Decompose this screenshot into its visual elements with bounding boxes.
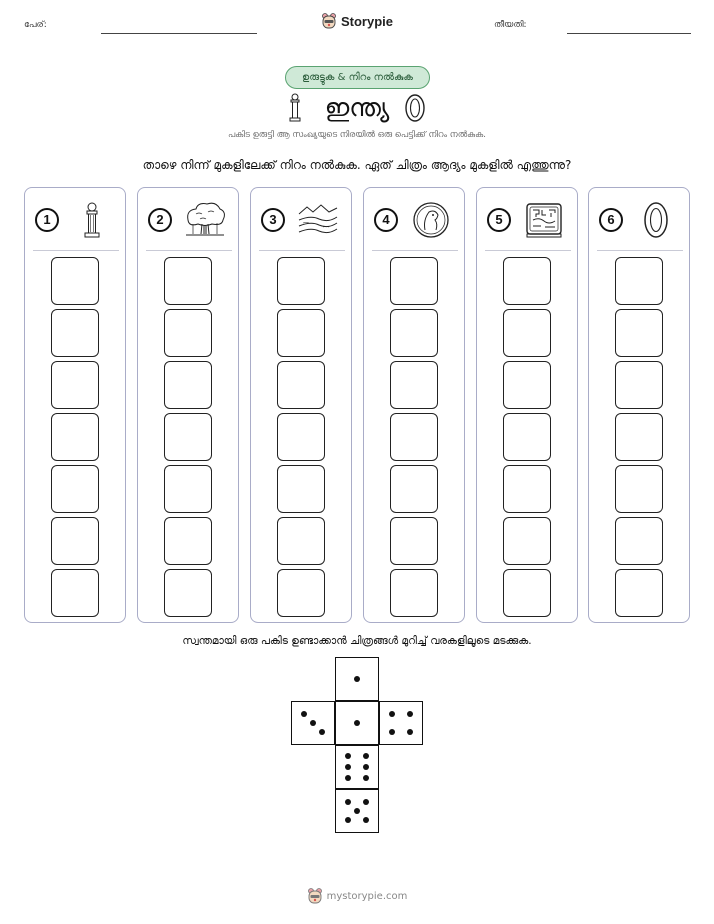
color-box[interactable] [164,465,212,513]
color-box[interactable] [503,257,551,305]
column-2 [137,187,239,623]
color-box[interactable] [164,413,212,461]
column-6 [588,187,690,623]
die-pip [363,775,369,781]
color-box[interactable] [51,309,99,357]
name-label: പേര്: [24,20,47,30]
color-box[interactable] [503,413,551,461]
die-pip [345,764,351,770]
color-box[interactable] [164,309,212,357]
color-box[interactable] [615,257,663,305]
die-pip [345,799,351,805]
column-number: 3 [261,208,285,232]
die-pip [310,720,316,726]
coin-icon [408,200,454,240]
storypie-logo-icon [307,887,323,905]
die-face [335,745,379,789]
color-box[interactable] [390,413,438,461]
column-divider [259,250,345,251]
instruction: താഴെ നിന്ന് മുകളിലേക്ക് നിറം നൽകുക. ഏത് ചിത്രം ആദ്യം മുകളിൽ എത്തുന്നു? [142,158,572,172]
brand-name: Storypie [340,13,393,29]
color-box[interactable] [615,309,663,357]
color-box[interactable] [51,517,99,565]
color-box[interactable] [390,309,438,357]
column-divider [597,250,683,251]
die-pip [363,817,369,823]
color-box[interactable] [164,361,212,409]
die-pip [363,764,369,770]
column-header [138,188,238,250]
river-icon [295,200,341,240]
color-box[interactable] [51,465,99,513]
color-box[interactable] [277,257,325,305]
zero-icon [404,93,426,123]
die-face [335,657,379,701]
pillar-icon [69,200,115,240]
color-box[interactable] [390,517,438,565]
color-box[interactable] [503,361,551,409]
color-box[interactable] [277,361,325,409]
color-box[interactable] [615,413,663,461]
column-divider [372,250,458,251]
column-header [364,188,464,250]
color-box[interactable] [51,413,99,461]
die-face [335,789,379,833]
die-pip [345,775,351,781]
color-box[interactable] [277,413,325,461]
column-divider [33,250,119,251]
column-3 [250,187,352,623]
subtitle: പകിട ഉരുട്ടി ആ സംഖ്യയുടെ നിരയിൽ ഒരു പെട്ടിക്ക് നിറം നൽകുക. [228,130,486,140]
color-box[interactable] [164,257,212,305]
date-line[interactable] [567,33,691,34]
column-divider [146,250,232,251]
die-pip [407,729,413,735]
die-face [291,701,335,745]
color-box[interactable] [390,361,438,409]
zero-icon [633,200,679,240]
date-label: തീയതി: [494,20,527,30]
color-box[interactable] [51,361,99,409]
color-box[interactable] [390,569,438,617]
die-face [379,701,423,745]
die-pip [354,676,360,682]
color-box[interactable] [277,517,325,565]
column-5 [476,187,578,623]
column-1 [24,187,126,623]
color-box[interactable] [51,257,99,305]
column-number: 6 [599,208,623,232]
fold-instruction: സ്വന്തമായി ഒരു പകിട ഉണ്ടാക്കാൻ ചിത്രങ്ങൾ മുറിച്ച് വരകളിലൂടെ മടക്കുക. [182,635,532,647]
column-4 [363,187,465,623]
column-header [25,188,125,250]
color-box[interactable] [503,309,551,357]
color-box[interactable] [277,465,325,513]
color-box[interactable] [615,361,663,409]
color-box[interactable] [51,569,99,617]
brand [0,12,714,34]
column-number: 4 [374,208,398,232]
color-box[interactable] [615,569,663,617]
color-box[interactable] [615,465,663,513]
color-box[interactable] [390,465,438,513]
column-header [251,188,351,250]
title-row [0,93,714,125]
die-pip [354,808,360,814]
color-box[interactable] [277,309,325,357]
die-pip [389,711,395,717]
die-pip [363,799,369,805]
seal-icon [521,200,567,240]
die-pip [345,817,351,823]
activity-badge: ഉരുട്ടുക & നിറം നൽകുക [285,66,430,89]
die-pip [301,711,307,717]
color-box[interactable] [390,257,438,305]
color-box[interactable] [164,569,212,617]
footer-url[interactable]: mystorypie.com [326,890,408,902]
die-face [335,701,379,745]
color-box[interactable] [503,569,551,617]
die-pip [345,753,351,759]
column-header [589,188,689,250]
color-box[interactable] [277,569,325,617]
column-number: 5 [487,208,511,232]
column-number: 1 [35,208,59,232]
roll-columns [24,187,690,623]
die-pip [389,729,395,735]
color-box[interactable] [615,517,663,565]
die-pip [354,720,360,726]
column-divider [485,250,571,251]
die-pip [319,729,325,735]
footer [0,887,714,909]
column-header [477,188,577,250]
column-number: 2 [148,208,172,232]
storypie-logo-icon [321,12,337,30]
color-box[interactable] [503,517,551,565]
color-box[interactable] [164,517,212,565]
banyan-tree-icon [182,200,228,240]
die-pip [407,711,413,717]
page-title: ഇന്ത്യ [324,93,390,122]
die-pip [363,753,369,759]
color-box[interactable] [503,465,551,513]
